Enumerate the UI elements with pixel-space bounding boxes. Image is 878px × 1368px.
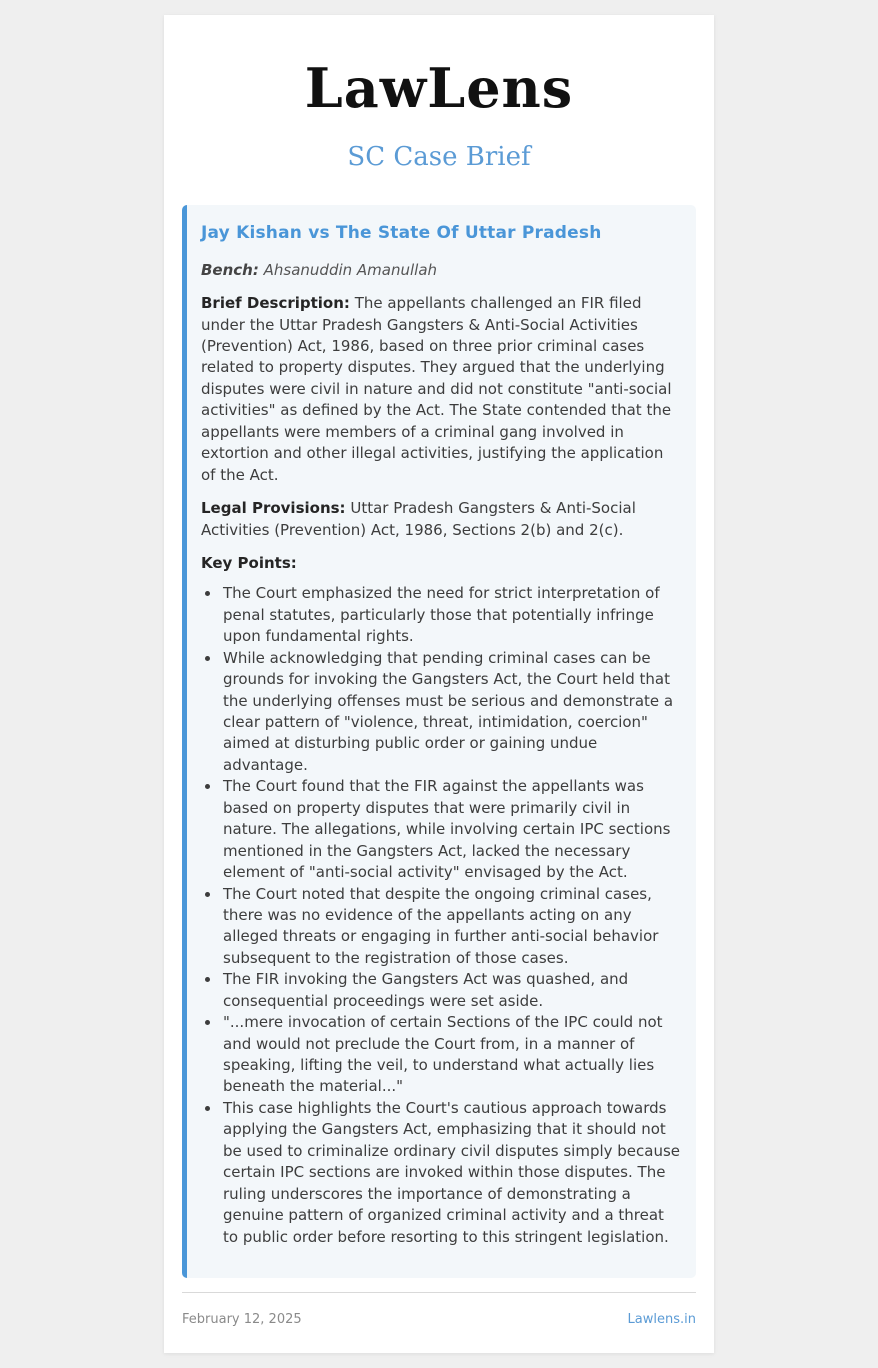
- brief-description-label: Brief Description:: [201, 294, 350, 313]
- key-point-item: • "...mere invocation of certain Sections of the IPC could not and would not preclude the Court from, in a manner of speaking, lifting the veil, to understand what actually lies beneath the material...": [221, 1012, 681, 1098]
- case-title: Jay Kishan vs The State Of Uttar Pradesh: [201, 223, 602, 244]
- document-page: [164, 15, 714, 1353]
- footer-site-link[interactable]: Lawlens.in: [627, 1311, 696, 1327]
- bench-label: Bench:: [201, 260, 259, 279]
- bench-line: [201, 260, 681, 281]
- footer: [182, 1312, 696, 1327]
- key-point-item: • This case highlights the Court's cautious approach towards applying the Gangsters Act, emphasizing that it should not be used to criminalize ordinary civil disputes simply because certain IPC sections are invoked within those disputes. The ruling underscores the importance of demonstrating a genuine pattern of organized criminal activity and a threat to public order before resorting to this stringent legislation.: [221, 1098, 681, 1248]
- key-point-item: • The FIR invoking the Gangsters Act was quashed, and consequential proceedings were set aside.: [221, 969, 681, 1012]
- key-points-heading: Key Points:: [201, 553, 297, 572]
- key-point-item: • The Court noted that despite the ongoing criminal cases, there was no evidence of the appellants acting on any alleged threats or engaging in further anti-social behavior subsequent to the registration of those cases.: [221, 884, 681, 970]
- legal-provisions-label: Legal Provisions:: [201, 499, 346, 518]
- legal-provisions: [201, 498, 681, 541]
- brief-description-text: The appellants challenged an FIR filed under the Uttar Pradesh Gangsters & Anti-Social Activities (Prevention) Act, 1986, based on three prior criminal cases related to property disputes. They argued that the underlying disputes were civil in nature and did not constitute "anti-social activities" as defined by the Act. The State contended that the appellants were members of a criminal gang involved in extortion and other illegal activities, justifying the application of the Act.: [201, 294, 672, 484]
- brief-description: [201, 293, 681, 486]
- footer-divider: [182, 1292, 696, 1293]
- page-subtitle: SC Case Brief: [347, 142, 531, 173]
- page-title: LawLens: [304, 56, 574, 120]
- key-point-item: • The Court emphasized the need for strict interpretation of penal statutes, particularly those that potentially infringe upon fundamental rights.: [221, 583, 681, 647]
- key-points-list: [201, 583, 681, 1248]
- key-point-item: • The Court found that the FIR against the appellants was based on property disputes that were primarily civil in nature. The allegations, while involving certain IPC sections mentioned in the Gangsters Act, lacked the necessary element of "anti-social activity" envisaged by the Act.: [221, 776, 681, 883]
- footer-date: February 12, 2025: [182, 1311, 302, 1327]
- legal-provisions-text: Uttar Pradesh Gangsters & Anti-Social Activities (Prevention) Act, 1986, Sections 2(b) and 2(c).: [201, 499, 636, 539]
- case-brief-card: [182, 205, 696, 1278]
- bench-value: Ahsanuddin Amanullah: [263, 260, 438, 279]
- key-point-item: • While acknowledging that pending criminal cases can be grounds for invoking the Gangsters Act, the Court held that the underlying offenses must be serious and demonstrate a clear pattern of "violence, threat, intimidation, coercion" aimed at disturbing public order or gaining undue advantage.: [221, 648, 681, 777]
